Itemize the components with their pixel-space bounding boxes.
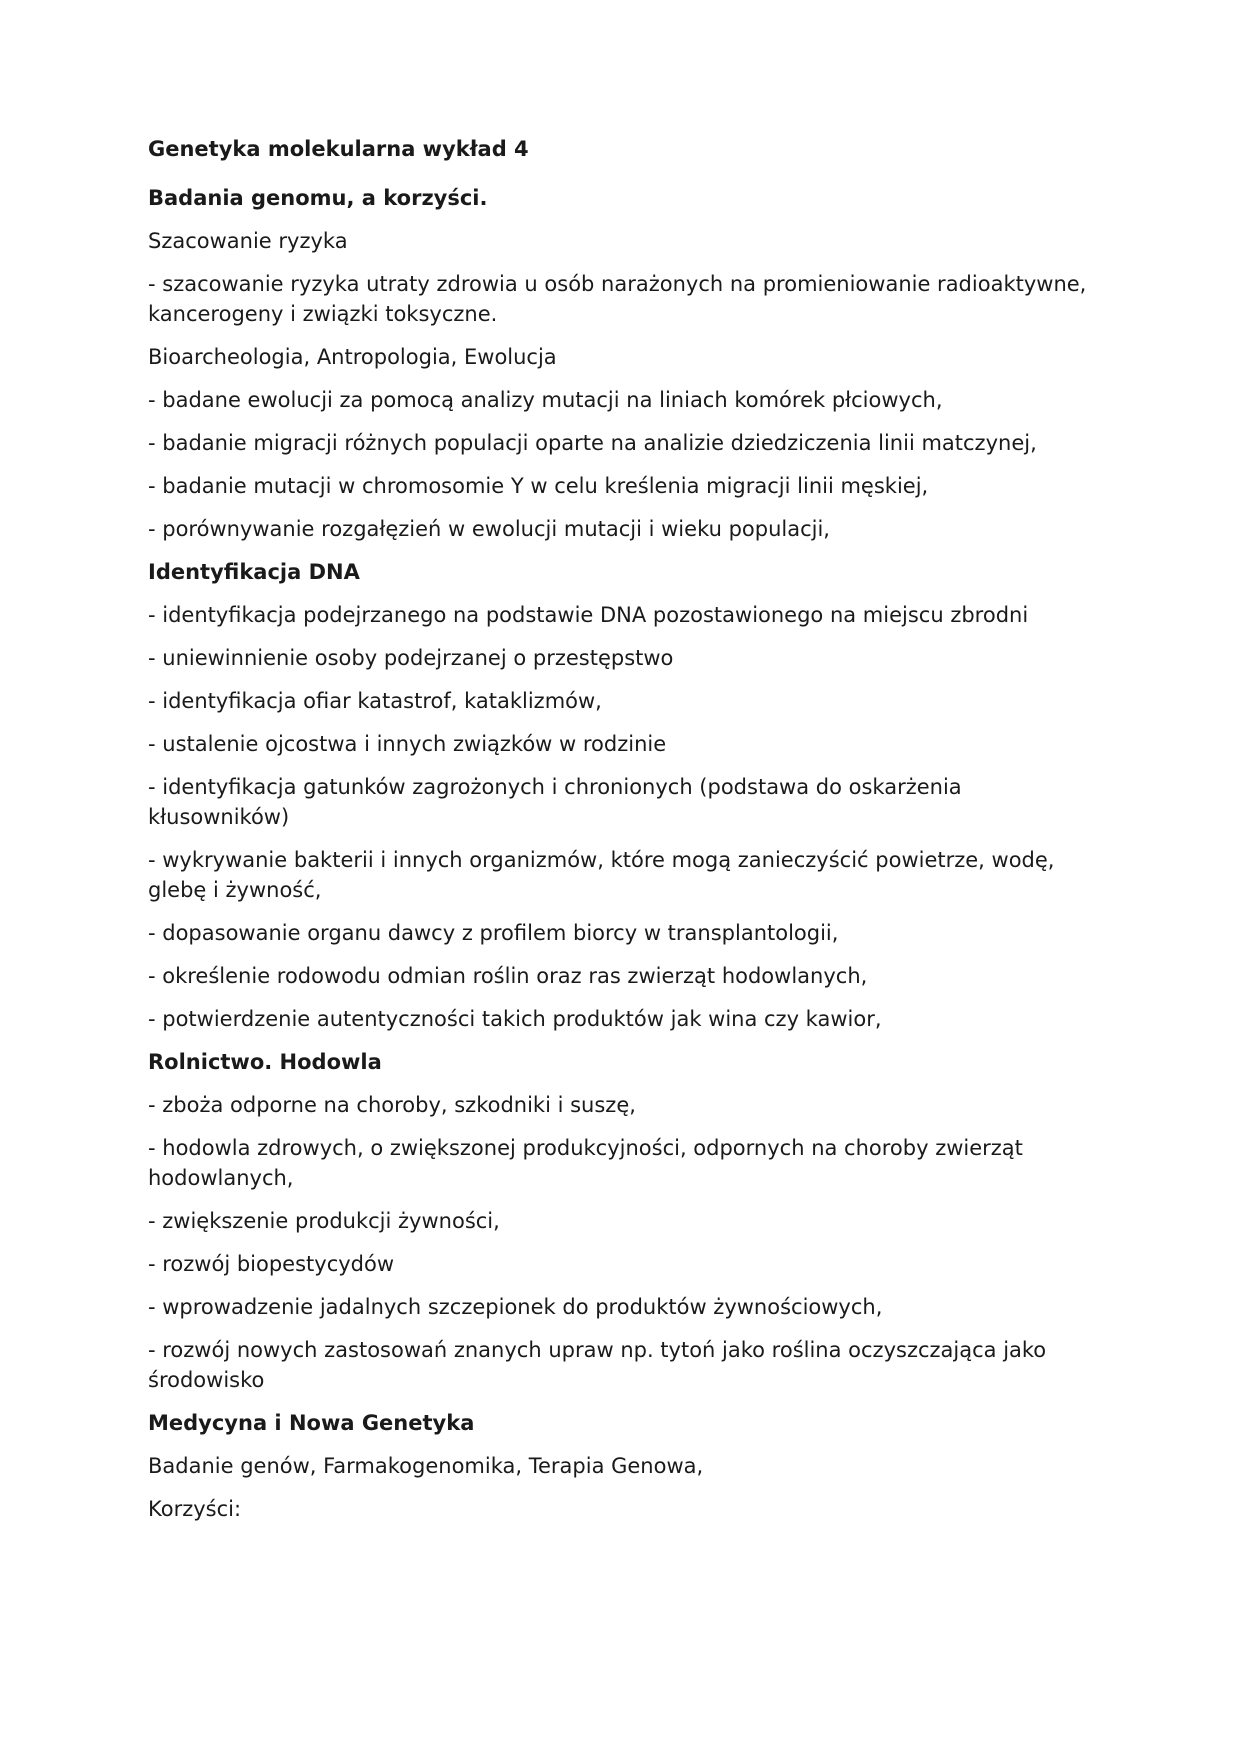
- list-item: - szacowanie ryzyka utraty zdrowia u osób narażonych na promieniowanie radioaktywne, kancerogeny i związki toksyczne.: [148, 272, 1087, 326]
- list-item: - uniewinnienie osoby podejrzanej o przestępstwo: [148, 646, 674, 670]
- list-item: Badanie genów, Farmakogenomika, Terapia Genowa,: [148, 1454, 704, 1478]
- list-item: - identyfikacja podejrzanego na podstawie DNA pozostawionego na miejscu zbrodni: [148, 603, 1029, 627]
- list-item: - wprowadzenie jadalnych szczepionek do produktów żywnościowych,: [148, 1295, 883, 1319]
- list-item: - zwiększenie produkcji żywności,: [148, 1209, 500, 1233]
- list-item: - badane ewolucji za pomocą analizy mutacji na liniach komórek płciowych,: [148, 388, 943, 412]
- document-subtitle: Badania genomu, a korzyści.: [148, 186, 488, 210]
- list-item: - identyfikacja ofiar katastrof, kataklizmów,: [148, 689, 602, 713]
- list-item: - identyfikacja gatunków zagrożonych i chronionych (podstawa do oskarżenia kłusowników): [148, 775, 962, 829]
- list-item: - zboża odporne na choroby, szkodniki i suszę,: [148, 1093, 636, 1117]
- list-item: - ustalenie ojcostwa i innych związków w rodzinie: [148, 732, 667, 756]
- list-item: - porównywanie rozgałęzień w ewolucji mutacji i wieku populacji,: [148, 517, 830, 541]
- list-item: - badanie migracji różnych populacji oparte na analizie dziedziczenia linii matczynej,: [148, 431, 1037, 455]
- list-item: - rozwój biopestycydów: [148, 1252, 395, 1276]
- section-heading-bioarcheology: Bioarcheologia, Antropologia, Ewolucja: [148, 345, 557, 369]
- list-item: - potwierdzenie autentyczności takich produktów jak wina czy kawior,: [148, 1007, 882, 1031]
- section-heading-agriculture: Rolnictwo. Hodowla: [148, 1050, 382, 1074]
- section-heading-risk: Szacowanie ryzyka: [148, 229, 348, 253]
- document-page: [148, 134, 1088, 1537]
- list-item: - określenie rodowodu odmian roślin oraz ras zwierząt hodowlanych,: [148, 964, 868, 988]
- list-item: Korzyści:: [148, 1497, 242, 1521]
- list-item: - rozwój nowych zastosowań znanych upraw np. tytoń jako roślina oczyszczająca jako środowisko: [148, 1338, 1047, 1392]
- list-item: - badanie mutacji w chromosomie Y w celu kreślenia migracji linii męskiej,: [148, 474, 929, 498]
- section-heading-medicine: Medycyna i Nowa Genetyka: [148, 1411, 475, 1435]
- list-item: - dopasowanie organu dawcy z profilem biorcy w transplantologii,: [148, 921, 839, 945]
- list-item: - hodowla zdrowych, o zwiększonej produkcyjności, odpornych na choroby zwierząt hodowlanych,: [148, 1136, 1023, 1190]
- section-heading-dna-identification: Identyfikacja DNA: [148, 560, 360, 584]
- list-item: - wykrywanie bakterii i innych organizmów, które mogą zanieczyścić powietrze, wodę, glebę i żywność,: [148, 848, 1055, 902]
- document-title: Genetyka molekularna wykład 4: [148, 137, 529, 161]
